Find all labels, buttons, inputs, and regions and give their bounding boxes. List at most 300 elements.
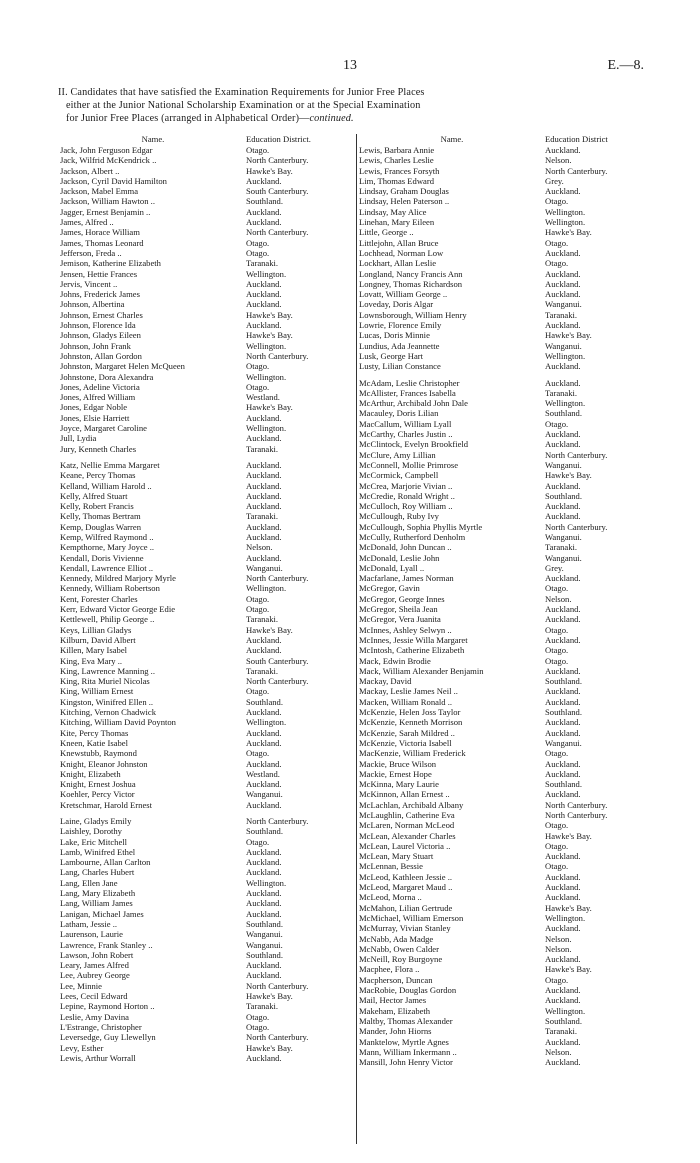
candidate-name: Kitching, Vernon Chadwick: [60, 707, 157, 718]
candidate-name: Laine, Gladys Emily: [60, 816, 132, 826]
candidate-name: Linehan, Mary Eileen: [359, 217, 435, 228]
candidate-name: Jull, Lydia: [60, 433, 97, 444]
education-district: North Canterbury.: [246, 155, 309, 166]
candidate-name: Mack, Edwin Brodie: [359, 655, 431, 666]
list-item: [60, 857, 360, 867]
candidate-name: McClintock, Evelyn Brookfield: [359, 439, 469, 450]
candidate-name: Johnson, Albertina: [60, 299, 125, 310]
candidate-name: Lindsay, May Alice: [359, 206, 427, 217]
education-district: Southland.: [545, 676, 583, 687]
education-district: Auckland.: [246, 758, 282, 769]
education-district: Taranaki.: [246, 258, 279, 269]
list-item: [359, 419, 659, 429]
list-item: [359, 831, 659, 841]
list-item: [359, 944, 659, 954]
education-district: Auckland.: [545, 501, 581, 512]
education-district: Wellington.: [246, 371, 287, 382]
candidate-name: McClure, Amy Lillian: [359, 449, 436, 460]
list-item: [359, 388, 659, 398]
list-item: [359, 892, 659, 902]
list-item: [359, 903, 659, 913]
list-item: [60, 960, 360, 970]
education-district: Otago.: [246, 237, 270, 248]
heading-line-3-text: for Junior Free Places (arranged in Alphabetical Order)—: [66, 113, 310, 124]
education-district: Auckland.: [545, 954, 581, 965]
list-item: [60, 444, 360, 454]
list-item: [60, 481, 360, 491]
list-item: [60, 888, 360, 898]
candidate-name: Lewis, Frances Forsyth: [359, 165, 440, 176]
list-item: [359, 851, 659, 861]
candidate-name: King, Lawrence Manning ..: [60, 665, 155, 676]
list-item: [60, 779, 360, 789]
list-item: [359, 594, 659, 604]
list-item: [60, 604, 360, 614]
list-item: [60, 522, 360, 532]
education-district: Otago.: [545, 583, 569, 594]
candidate-name: Jemison, Katherine Elizabeth: [60, 258, 161, 269]
education-district: Southland.: [545, 490, 583, 501]
list-item: [60, 186, 360, 196]
candidate-name: Lees, Cecil Edward: [60, 991, 128, 1002]
list-item: [359, 217, 659, 227]
list-item: [359, 635, 659, 645]
candidate-name: McMurray, Vivian Stanley: [359, 923, 451, 934]
education-district: Auckland.: [545, 892, 581, 903]
candidate-name: McCrea, Marjorie Vivian ..: [359, 480, 453, 491]
education-district: Auckland.: [545, 1036, 581, 1047]
name-header: Name.: [440, 134, 464, 144]
list-item: [60, 248, 360, 258]
candidate-name: Lang, Mary Elizabeth: [60, 888, 136, 899]
candidate-name: McGregor, Sheila Jean: [359, 604, 438, 615]
list-item: [60, 728, 360, 738]
list-item: [359, 378, 659, 388]
education-district: Auckland.: [545, 717, 581, 728]
education-district: Southland.: [545, 408, 583, 419]
list-item: [60, 666, 360, 676]
candidate-name: Jones, Edgar Noble: [60, 402, 128, 413]
candidate-name: Kingston, Winifred Ellen ..: [60, 696, 154, 707]
candidate-name: Kitching, William David Poynton: [60, 717, 176, 728]
education-district: Nelson.: [545, 933, 572, 944]
list-item: [60, 402, 360, 412]
candidate-name: Kneen, Katie Isabel: [60, 737, 129, 748]
education-district: Wellington.: [545, 912, 586, 923]
education-district: Auckland.: [246, 521, 282, 532]
list-item: [359, 759, 659, 769]
list-item: [359, 872, 659, 882]
list-item: [60, 867, 360, 877]
list-item: [359, 676, 659, 686]
list-item: [359, 1026, 659, 1036]
candidate-name: Lepine, Raymond Horton ..: [60, 1001, 155, 1012]
education-district: Auckland.: [545, 995, 581, 1006]
education-district: Auckland.: [545, 985, 581, 996]
candidate-name: Macfarlane, James Norman: [359, 573, 454, 584]
education-district: Auckland.: [246, 634, 282, 645]
list-item: [359, 934, 659, 944]
list-item: [359, 583, 659, 593]
candidate-name: Jack, Wilfrid McKendrick ..: [60, 155, 157, 166]
education-district: Auckland.: [246, 799, 282, 810]
education-district: Wellington.: [545, 217, 586, 228]
candidate-name: McKinna, Mary Laurie: [359, 779, 439, 790]
education-district: Auckland.: [246, 645, 282, 656]
candidate-name: MacKenzie, William Frederick: [359, 748, 466, 759]
list-item: [60, 573, 360, 583]
candidate-name: Macken, William Ronald ..: [359, 696, 453, 707]
list-item: [60, 491, 360, 501]
education-district: Auckland.: [246, 501, 282, 512]
candidate-name: Lanigan, Michael James: [60, 908, 144, 919]
list-item: [359, 166, 659, 176]
candidate-name: McConnell, Mollie Primrose: [359, 459, 459, 470]
education-district: Auckland.: [545, 789, 581, 800]
education-district: Taranaki.: [246, 665, 279, 676]
list-item: [359, 511, 659, 521]
list-item: [60, 392, 360, 402]
list-item: [60, 919, 360, 929]
education-district: Auckland.: [246, 206, 282, 217]
education-district: Otago.: [246, 1011, 270, 1022]
list-item: [359, 789, 659, 799]
candidate-name: King, Rita Muriel Nicolas: [60, 676, 150, 687]
education-district: Auckland.: [246, 175, 282, 186]
list-item: [60, 310, 360, 320]
education-district: Wanganui.: [545, 340, 582, 351]
candidate-name: Leslie, Amy Davina: [60, 1011, 129, 1022]
education-district: Auckland.: [246, 299, 282, 310]
education-district: North Canterbury.: [545, 810, 608, 820]
candidate-name: Kennedy, Mildred Marjory Myrle: [60, 573, 176, 584]
education-district: Otago.: [246, 247, 270, 258]
education-district: Otago.: [246, 604, 270, 615]
list-item: [359, 573, 659, 583]
candidate-name: McKenzie, Kenneth Morrison: [359, 717, 463, 728]
education-district: Auckland.: [246, 278, 282, 289]
education-district: Auckland.: [246, 433, 282, 444]
candidate-name: James, Thomas Leonard: [60, 237, 144, 248]
education-district: Westland.: [246, 768, 280, 779]
list-item: [359, 656, 659, 666]
list-item: [359, 361, 659, 371]
education-district: North Canterbury.: [246, 676, 309, 687]
list-item: [60, 553, 360, 563]
candidate-name: Loveday, Doris Algar: [359, 299, 434, 310]
candidate-name: Johnson, Gladys Eileen: [60, 330, 141, 341]
candidate-name: Kelly, Thomas Bertram: [60, 511, 141, 522]
education-district: Otago.: [545, 655, 569, 666]
candidate-name: Kelly, Alfred Stuart: [60, 490, 128, 501]
list-item: [359, 666, 659, 676]
candidate-name: Leary, James Alfred: [60, 960, 129, 971]
education-district: Taranaki.: [246, 511, 279, 522]
list-item: [60, 372, 360, 382]
education-district: Auckland.: [545, 851, 581, 862]
education-district: Otago.: [545, 840, 569, 851]
list-item: [359, 614, 659, 624]
education-district: Auckland.: [246, 552, 282, 563]
candidate-name: Lawson, John Robert: [60, 949, 134, 960]
education-district: Hawke's Bay.: [545, 330, 592, 341]
list-item: [359, 186, 659, 196]
list-item: [60, 950, 360, 960]
candidate-name: McCullough, Ruby Ivy: [359, 511, 439, 522]
education-district: Hawke's Bay.: [246, 330, 293, 341]
list-item: [60, 460, 360, 470]
list-item: [60, 625, 360, 635]
education-district: Auckland.: [246, 1052, 282, 1063]
candidate-name: Katz, Nellie Emma Margaret: [60, 459, 160, 470]
list-item: [60, 351, 360, 361]
education-district: North Canterbury.: [545, 449, 608, 460]
candidate-name: McInnes, Ashley Selwyn ..: [359, 624, 452, 635]
candidate-name: Lee, Aubrey George: [60, 970, 130, 981]
candidate-name: King, William Ernest: [60, 686, 134, 697]
list-item: [359, 176, 659, 186]
candidate-name: Johns, Frederick James: [60, 289, 140, 300]
education-district: Auckland.: [545, 429, 581, 440]
candidate-name: Jones, Elsie Harriett: [60, 412, 130, 423]
candidate-name: Jensen, Hettie Frances: [60, 268, 138, 279]
list-item: [359, 975, 659, 985]
education-district: Taranaki.: [545, 309, 578, 320]
candidate-name: Keane, Percy Thomas: [60, 470, 136, 481]
list-item: [60, 826, 360, 836]
education-district: Auckland.: [545, 768, 581, 779]
list-item: [359, 320, 659, 330]
section-heading: [58, 86, 662, 125]
education-district: Wellington.: [246, 423, 287, 434]
candidate-name: Longland, Nancy Francis Ann: [359, 268, 463, 279]
education-district: Otago.: [246, 686, 270, 697]
candidate-name: McNabb, Ada Madge: [359, 933, 434, 944]
education-district: Southland.: [545, 779, 583, 790]
list-item: [359, 248, 659, 258]
candidate-name: McDonald, John Duncan ..: [359, 542, 452, 553]
candidate-name: Mackay, David: [359, 676, 412, 687]
right-column: [356, 134, 659, 1144]
education-district: Otago.: [246, 361, 270, 372]
candidate-name: L'Estrange, Christopher: [60, 1021, 142, 1032]
list-item: [60, 1001, 360, 1011]
list-item: [60, 748, 360, 758]
candidate-name: Lim, Thomas Edward: [359, 175, 435, 186]
list-item: [359, 299, 659, 309]
education-district: Hawke's Bay.: [246, 624, 293, 635]
candidate-name: Johnstone, Dora Alexandra: [60, 371, 154, 382]
candidate-name: McLeod, Kathleen Jessie ..: [359, 871, 453, 882]
heading-line-1: II. Candidates that have satisfied the Examination Requirements for Junior Free Places: [58, 87, 425, 98]
education-district: Otago.: [246, 145, 270, 155]
candidate-name: McLennan, Bessie: [359, 861, 423, 872]
education-district: Wanganui.: [545, 299, 582, 310]
education-district: Auckland.: [246, 217, 282, 228]
education-district: Wellington.: [545, 350, 586, 361]
list-item: [359, 995, 659, 1005]
education-district: Wellington.: [246, 717, 287, 728]
education-district: Auckland.: [246, 531, 282, 542]
list-item: [359, 227, 659, 237]
candidate-name: Manktelow, Myrtle Agnes: [359, 1036, 449, 1047]
list-item: [60, 769, 360, 779]
candidate-name: Kilburn, David Albert: [60, 634, 136, 645]
candidate-name: Longney, Thomas Richardson: [359, 278, 463, 289]
list-item: [60, 686, 360, 696]
list-item: [60, 382, 360, 392]
list-item: [359, 964, 659, 974]
list-item: [359, 563, 659, 573]
candidate-name: Kemp, Wilfred Raymond ..: [60, 531, 154, 542]
candidate-name: Mackay, Leslie James Neil ..: [359, 686, 458, 697]
candidate-name: McLaren, Norman McLeod: [359, 820, 455, 831]
education-district: Auckland.: [246, 779, 282, 790]
education-district: Auckland.: [545, 727, 581, 738]
list-item: [359, 1047, 659, 1057]
education-district: North Canterbury.: [246, 1032, 309, 1043]
education-district: Wellington.: [545, 1005, 586, 1016]
candidate-name: Lochhead, Norman Low: [359, 247, 444, 258]
list-item: [60, 583, 360, 593]
list-item: [60, 1032, 360, 1042]
candidate-name: Joyce, Margaret Caroline: [60, 423, 147, 434]
education-district: Auckland.: [545, 604, 581, 615]
list-item: [359, 439, 659, 449]
education-district: Auckland.: [545, 758, 581, 769]
list-item: [60, 707, 360, 717]
list-item: [359, 1037, 659, 1047]
list-item: [60, 656, 360, 666]
education-district: Wanganui.: [246, 939, 283, 950]
education-district: Auckland.: [545, 480, 581, 491]
list-item: [60, 433, 360, 443]
education-district: Auckland.: [545, 614, 581, 625]
candidate-name: Lovatt, William George ..: [359, 289, 448, 300]
education-district: Hawke's Bay.: [545, 830, 592, 841]
list-item: [359, 748, 659, 758]
candidate-name: Jefferson, Freda ..: [60, 247, 122, 258]
list-item: [60, 145, 360, 155]
list-item: [359, 985, 659, 995]
education-district: Wellington.: [246, 268, 287, 279]
list-item: [60, 470, 360, 480]
heading-line-3: [58, 112, 662, 125]
education-district: Southland.: [246, 696, 284, 707]
education-district: Auckland.: [545, 361, 581, 372]
candidate-name: McInnes, Jessie Willa Margaret: [359, 634, 468, 645]
education-district: Otago.: [246, 381, 270, 392]
candidate-name: Lewis, Charles Leslie: [359, 155, 434, 166]
education-district: Hawke's Bay.: [545, 470, 592, 481]
education-district: Wellington.: [545, 398, 586, 409]
list-item: [359, 145, 659, 155]
candidate-name: Jackson, William Hawton ..: [60, 196, 155, 207]
education-district: Hawke's Bay.: [246, 1042, 293, 1053]
candidate-name: McCulloch, Roy William ..: [359, 501, 453, 512]
candidate-name: Lusty, Lilian Constance: [359, 361, 441, 372]
list-item: [60, 563, 360, 573]
list-item: [60, 981, 360, 991]
education-district: Nelson.: [545, 155, 572, 166]
list-item: [60, 289, 360, 299]
education-district: Southland.: [246, 949, 284, 960]
list-item: [359, 625, 659, 635]
candidate-name: McLean, Mary Stuart: [359, 851, 434, 862]
education-district: Auckland.: [545, 278, 581, 289]
list-item: [359, 289, 659, 299]
candidate-name: Mansill, John Henry Victor: [359, 1057, 453, 1068]
candidate-name: McLaughlin, Catherine Eva: [359, 810, 455, 820]
education-district: North Canterbury.: [246, 980, 309, 991]
name-header: Name.: [141, 134, 165, 144]
education-district: Otago.: [545, 237, 569, 248]
candidate-name: McMichael, William Emerson: [359, 912, 464, 923]
heading-continued: continued.: [309, 113, 354, 124]
candidate-name: McKenzie, Victoria Isabell: [359, 737, 452, 748]
candidate-name: Jones, Alfred William: [60, 392, 136, 403]
education-district: Nelson.: [246, 542, 273, 553]
education-district: Auckland.: [246, 908, 282, 919]
candidate-name: Lockhart, Allan Leslie: [359, 258, 437, 269]
list-item: [359, 728, 659, 738]
candidate-name: Lake, Eric Mitchell: [60, 836, 128, 847]
education-district: Auckland.: [545, 871, 581, 882]
education-district: Nelson.: [545, 593, 572, 604]
candidate-name: McAllister, Frances Isabella: [359, 387, 456, 398]
education-district: Auckland.: [545, 1057, 581, 1068]
list-item: [60, 697, 360, 707]
education-district: Auckland.: [246, 737, 282, 748]
education-district: Wanganui.: [545, 531, 582, 542]
education-district: Wellington.: [246, 583, 287, 594]
education-district: Hawke's Bay.: [246, 165, 293, 176]
list-item: [359, 522, 659, 532]
list-item: [359, 1016, 659, 1026]
list-item: [60, 217, 360, 227]
candidate-name: Jagger, Ernest Benjamin ..: [60, 206, 151, 217]
education-district: Otago.: [545, 418, 569, 429]
candidate-name: Lambourne, Allan Carlton: [60, 857, 151, 868]
education-district: Taranaki.: [246, 614, 279, 625]
candidate-name: Lawrence, Frank Stanley ..: [60, 939, 153, 950]
candidate-name: McArthur, Archibald John Dale: [359, 398, 468, 409]
candidate-name: Kent, Forester Charles: [60, 593, 138, 604]
list-item: [60, 789, 360, 799]
list-item: [60, 1053, 360, 1063]
education-district: South Canterbury.: [246, 655, 309, 666]
list-item: [359, 800, 659, 810]
candidate-name: Lee, Minnie: [60, 980, 102, 991]
left-column: [60, 134, 360, 1063]
list-item: [359, 913, 659, 923]
list-item: [359, 697, 659, 707]
list-item: [359, 686, 659, 696]
list-item: [60, 196, 360, 206]
education-district: Otago.: [246, 593, 270, 604]
candidate-name: Kendall, Lawrence Elliot ..: [60, 562, 154, 573]
candidate-name: McKenzie, Helen Joss Taylor: [359, 707, 461, 718]
list-item: [60, 1022, 360, 1032]
candidate-name: Killen, Mary Isabel: [60, 645, 128, 656]
education-district: Hawke's Bay.: [246, 991, 293, 1002]
candidate-name: Kendall, Doris Vivienne: [60, 552, 144, 563]
list-item: [60, 299, 360, 309]
education-district: North Canterbury.: [545, 521, 608, 532]
list-item: [359, 398, 659, 408]
list-item: [60, 269, 360, 279]
candidate-name: Lindsay, Graham Douglas: [359, 186, 449, 197]
